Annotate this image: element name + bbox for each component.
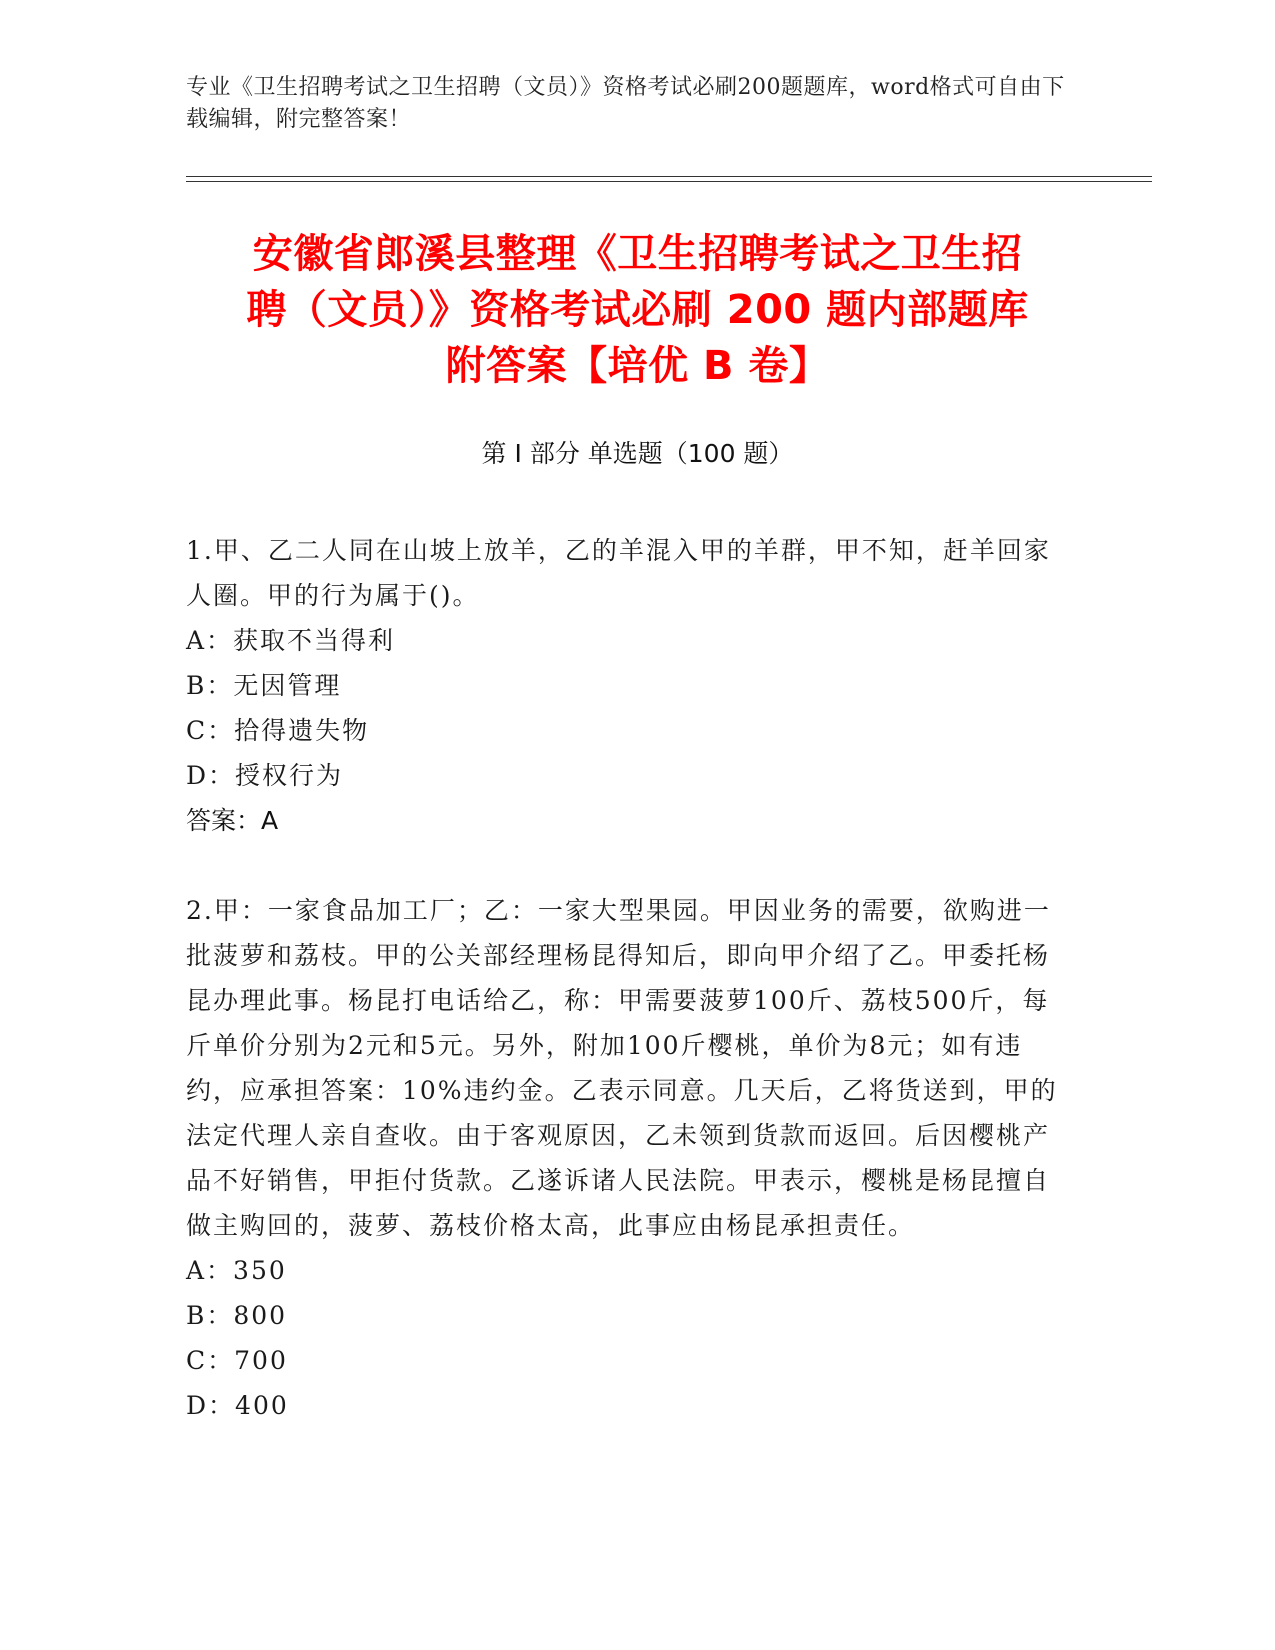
document-title bbox=[186, 226, 1089, 394]
option-b: B：800 bbox=[186, 1301, 288, 1330]
option-c: C：拾得遗失物 bbox=[186, 716, 370, 745]
question-item bbox=[186, 888, 1066, 1428]
question-item bbox=[186, 528, 1066, 843]
title-line: 聘（文员）》资格考试必刷 200 题内部题库 bbox=[246, 287, 1029, 333]
question-text: 1.甲、乙二人同在山坡上放羊，乙的羊混入甲的羊群，甲不知，赶羊回家人圈。甲的行为属于()。 bbox=[186, 536, 1051, 610]
option-a: A：350 bbox=[186, 1256, 287, 1285]
question-list bbox=[186, 528, 1066, 1473]
section-heading: 第 I 部分 单选题（100 题） bbox=[481, 439, 794, 468]
header-divider bbox=[186, 176, 1152, 182]
title-line: 附答案【培优 B 卷】 bbox=[445, 343, 830, 389]
option-b: B：无因管理 bbox=[186, 671, 342, 700]
option-d: D：授权行为 bbox=[186, 761, 344, 790]
header-note: 专业《卫生招聘考试之卫生招聘（文员）》资格考试必刷200题题库，word格式可自由下载编辑，附完整答案！ bbox=[186, 75, 1065, 132]
option-d: D：400 bbox=[186, 1391, 289, 1420]
option-a: A：获取不当得利 bbox=[186, 626, 396, 655]
question-text: 2.甲：一家食品加工厂；乙：一家大型果园。甲因业务的需要，欲购进一批菠萝和荔枝。甲的公关部经理杨昆得知后，即向甲介绍了乙。甲委托杨昆办理此事。杨昆打电话给乙，称：甲需要菠萝100斤、荔枝500斤，每斤单价分别为2元和5元。另外，附加100斤樱桃，单价为8元；如有违约，应承担答案：10%违约金。乙表示同意。几天后，乙将货送到，甲的法定代理人亲自查收。由于客观原因，乙未领到货款而返回。后因樱桃产品不好销售，甲拒付货款。乙遂诉诸人民法院。甲表示，樱桃是杨昆擅自做主购回的，菠萝、荔枝价格太高，此事应由杨昆承担责任。 bbox=[186, 896, 1058, 1240]
answer-text: 答案：A bbox=[186, 806, 279, 835]
option-c: C：700 bbox=[186, 1346, 288, 1375]
title-line: 安徽省郎溪县整理《卫生招聘考试之卫生招 bbox=[252, 231, 1023, 277]
